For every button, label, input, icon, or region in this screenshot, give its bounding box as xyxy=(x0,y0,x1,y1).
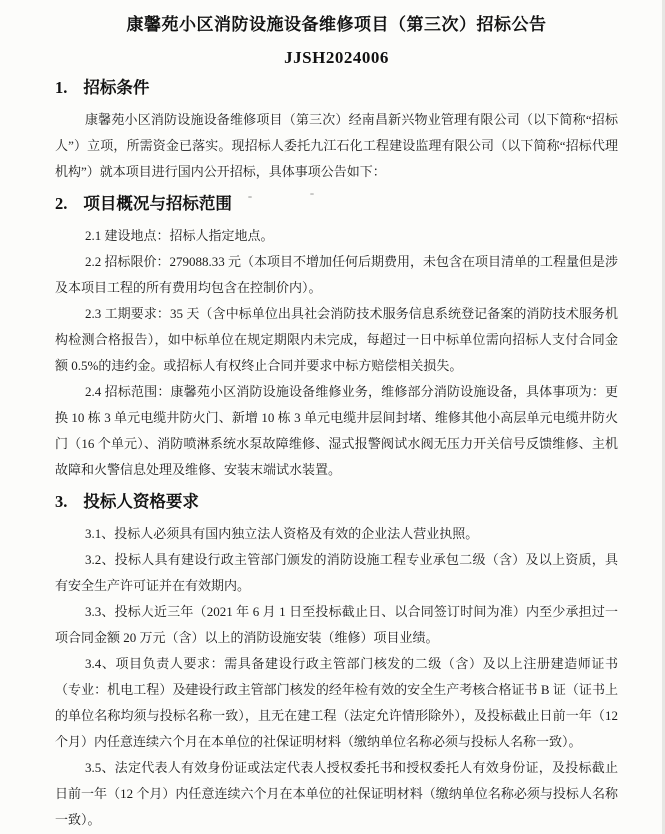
section-bidder-qualifications xyxy=(55,487,618,833)
section-title-3: 投标人资格要求 xyxy=(83,492,199,511)
section-heading-2 xyxy=(55,189,618,219)
paragraph-3-3: 3.3、投标人近三年（2021 年 6 月 1 日至投标截止日、以合同签订时间为准）内至少承担过一项合同金额 20 万元（含）以上的消防设施安装（维修）项目业绩。 xyxy=(55,604,618,645)
section-heading-3 xyxy=(55,487,618,517)
section-heading-1 xyxy=(55,73,618,103)
section-number-1: 1. xyxy=(55,78,68,97)
section-title-1: 招标条件 xyxy=(83,78,150,97)
paragraph-2-4: 2.4 招标范围：康馨苑小区消防设施设备维修业务，维修部分消防设施设备，具体事项为：更换 10 栋 3 单元电缆井防火门、新增 10 栋 3 单元电缆井层间封堵、维修其他小高层单元电缆井防火门（16 个单元）、消防喷淋系统水泵故障维修、湿式报警阀试水阀无压力开关信号反馈维修、主机故障和火警信息处理及维修、安装末端试水装置。 xyxy=(55,384,618,477)
document-title: 康馨苑小区消防设施设备维修项目（第三次）招标公告 xyxy=(126,15,547,34)
section-project-overview xyxy=(55,189,618,483)
section-number-3: 3. xyxy=(55,492,68,511)
paragraph-3-1: 3.1、投标人必须具有国内独立法人资格及有效的企业法人营业执照。 xyxy=(85,526,479,541)
paragraph-2-2: 2.2 招标限价：279088.33 元（本项目不增加任何后期费用，未包含在项目清单的工程量但是涉及本项目工程的所有费用均包含在控制价内）。 xyxy=(55,254,619,295)
section-number-2: 2. xyxy=(55,194,68,213)
paragraph-2-3: 2.3 工期要求：35 天（含中标单位出具社会消防技术服务信息系统登记备案的消防技术服务机构检测合格报告），如中标单位在规定期限内未完成，每超过一日中标单位需向招标人支付合同金额 0.5%的违约金。或招标人有权终止合同并要求中标方赔偿相关损失。 xyxy=(55,306,618,373)
document-number: JJSH2024006 xyxy=(284,48,389,67)
paragraph-1-1: 康馨苑小区消防设施设备维修项目（第三次）经南昌新兴物业管理有限公司（以下简称“招标人”）立项，所需资金已落实。现招标人委托九江石化工程建设监理有限公司（以下简称“招标代理机构”）就本项目进行国内公开招标，具体事项公告如下： xyxy=(55,112,618,179)
paragraph-3-5: 3.5、法定代表人有效身份证或法定代表人授权委托书和授权委托人有效身份证，及投标截止日前一年（12 个月）内任意连续六个月在本单位的社保证明材料（缴纳单位名称必须与投标人名称一致）。 xyxy=(55,760,618,827)
section-tender-conditions xyxy=(55,73,618,185)
paragraph-3-4: 3.4、项目负责人要求：需具备建设行政主管部门核发的二级（含）及以上注册建造师证书（专业：机电工程）及建设行政主管部门核发的经年检有效的安全生产考核合格证书 B 证（证书上的单位名称均须与投标名称一致），且无在建工程（法定允许情形除外），及投标截止日前一年（12 个月）内任意连续六个月在本单位的社保证明材料（缴纳单位名称必须与投标人名称一致）。 xyxy=(55,656,618,749)
section-title-2: 项目概况与招标范围 xyxy=(83,194,232,213)
paragraph-3-2: 3.2、投标人具有建设行政主管部门颁发的消防设施工程专业承包二级（含）及以上资质，具有安全生产许可证并在有效期内。 xyxy=(55,552,618,593)
paragraph-2-1: 2.1 建设地点：招标人指定地点。 xyxy=(85,228,274,243)
